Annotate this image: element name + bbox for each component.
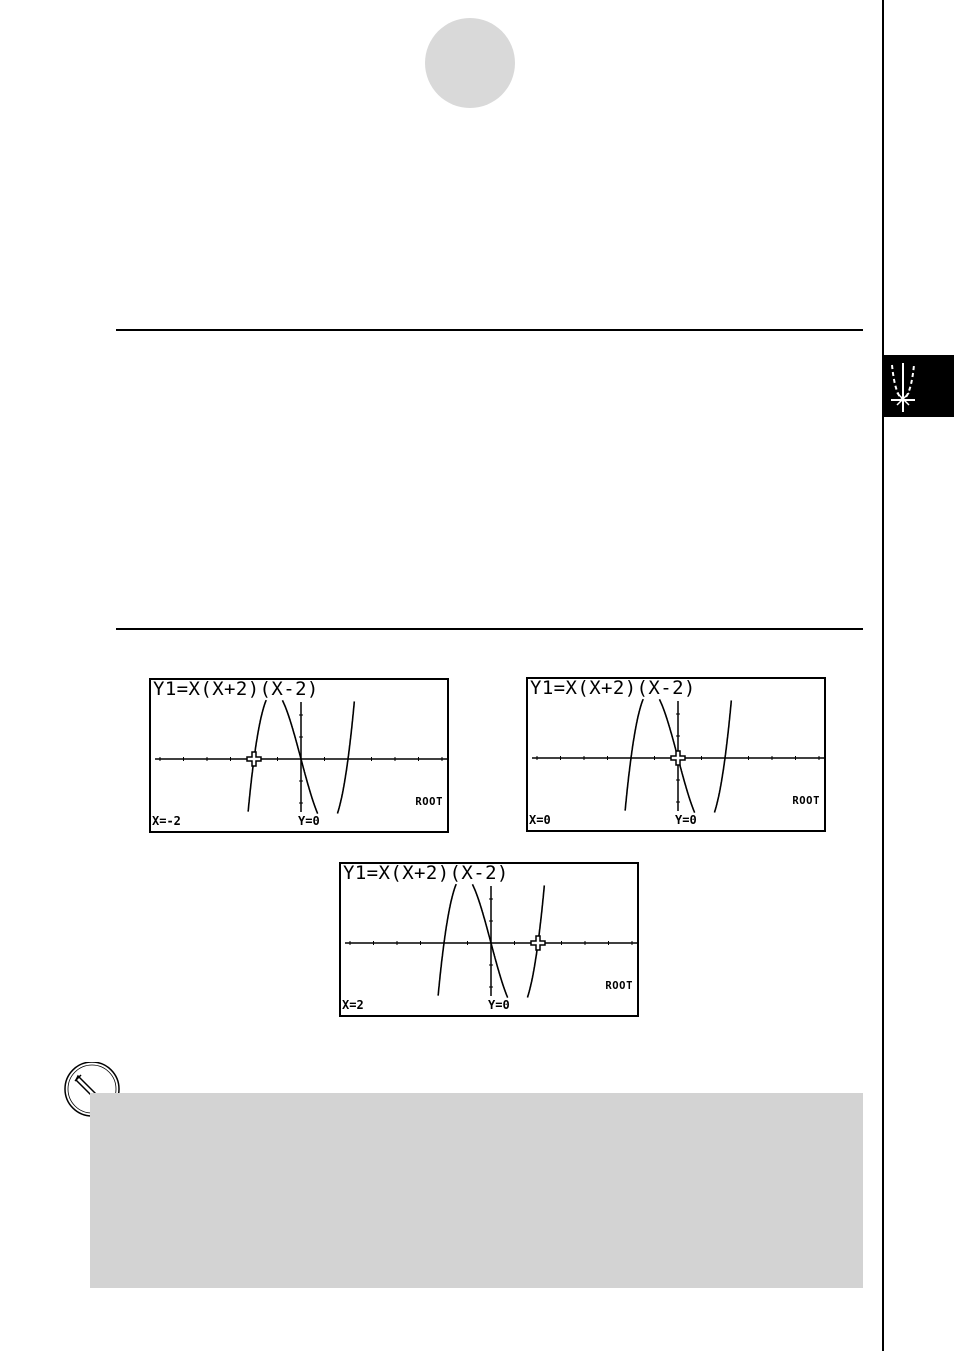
function-title: Y1=X(X+2)(X-2) — [153, 678, 319, 700]
chapter-tab — [883, 355, 954, 417]
function-title: Y1=X(X+2)(X-2) — [530, 677, 696, 699]
section-rule-top — [116, 329, 863, 331]
mode-label: ROOT — [605, 980, 633, 992]
x-readout: X=-2 — [152, 814, 181, 828]
graph-plot — [528, 679, 826, 832]
function-title: Y1=X(X+2)(X-2) — [343, 862, 509, 884]
x-readout: X=0 — [529, 813, 551, 827]
graph-parabola-icon — [883, 355, 954, 417]
calculator-screen-1 — [149, 678, 449, 833]
section-rule-bottom — [116, 628, 863, 630]
y-readout: Y=0 — [488, 998, 510, 1012]
trace-cursor-icon — [531, 936, 545, 950]
graph-plot — [341, 864, 639, 1017]
calculator-screen-3 — [339, 862, 639, 1017]
page-number-marker — [425, 18, 515, 108]
x-readout: X=2 — [342, 998, 364, 1012]
margin-rule — [882, 0, 884, 1351]
y-readout: Y=0 — [298, 814, 320, 828]
mode-label: ROOT — [415, 796, 443, 808]
calculator-screen-2 — [526, 677, 826, 832]
trace-cursor-icon — [247, 752, 261, 766]
trace-cursor-icon — [671, 751, 685, 765]
graph-plot — [151, 680, 449, 833]
note-box — [90, 1093, 863, 1288]
mode-label: ROOT — [792, 795, 820, 807]
y-readout: Y=0 — [675, 813, 697, 827]
